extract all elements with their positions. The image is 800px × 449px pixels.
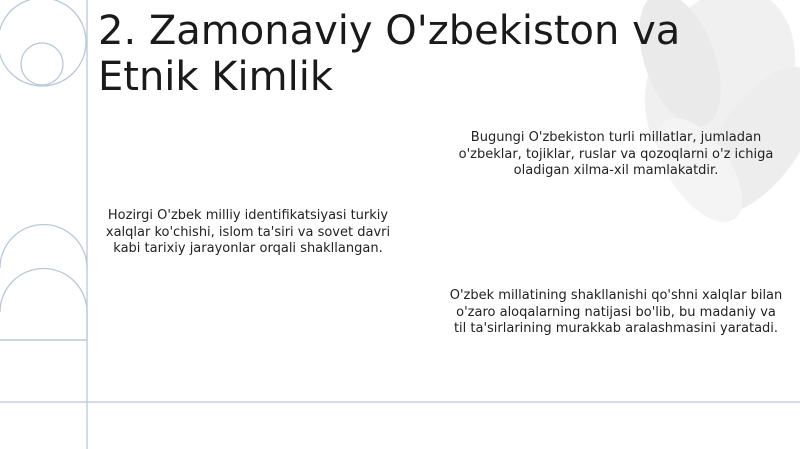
paragraph-left: Hozirgi O'zbek milliy identifikatsiyasi turkiy xalqlar ko'chishi, islom ta'siri va sovet davri kabi tarixiy jarayonlar orqali shakllangan.	[105, 208, 391, 256]
paragraph-bottom-right: O'zbek millatining shakllanishi qo'shni xalqlar bilan o'zaro aloqalarning natijasi bo'lib, bu madaniy va til ta'sirlarining murakkab aralashmasini yaratadi.	[449, 288, 783, 336]
arch-upper	[0, 225, 87, 269]
slide-title: 2. Zamonaviy O'zbekiston va Etnik Kimlik	[98, 8, 681, 100]
paragraph-top-right: Bugungi O'zbekiston turli millatlar, jumladan o'zbeklar, tojiklar, ruslar va qozoqlarni o'z ichiga oladigan xilma-xil mamlakatdir.	[458, 130, 774, 178]
arch-lower	[0, 269, 87, 341]
circle-small	[21, 43, 63, 85]
